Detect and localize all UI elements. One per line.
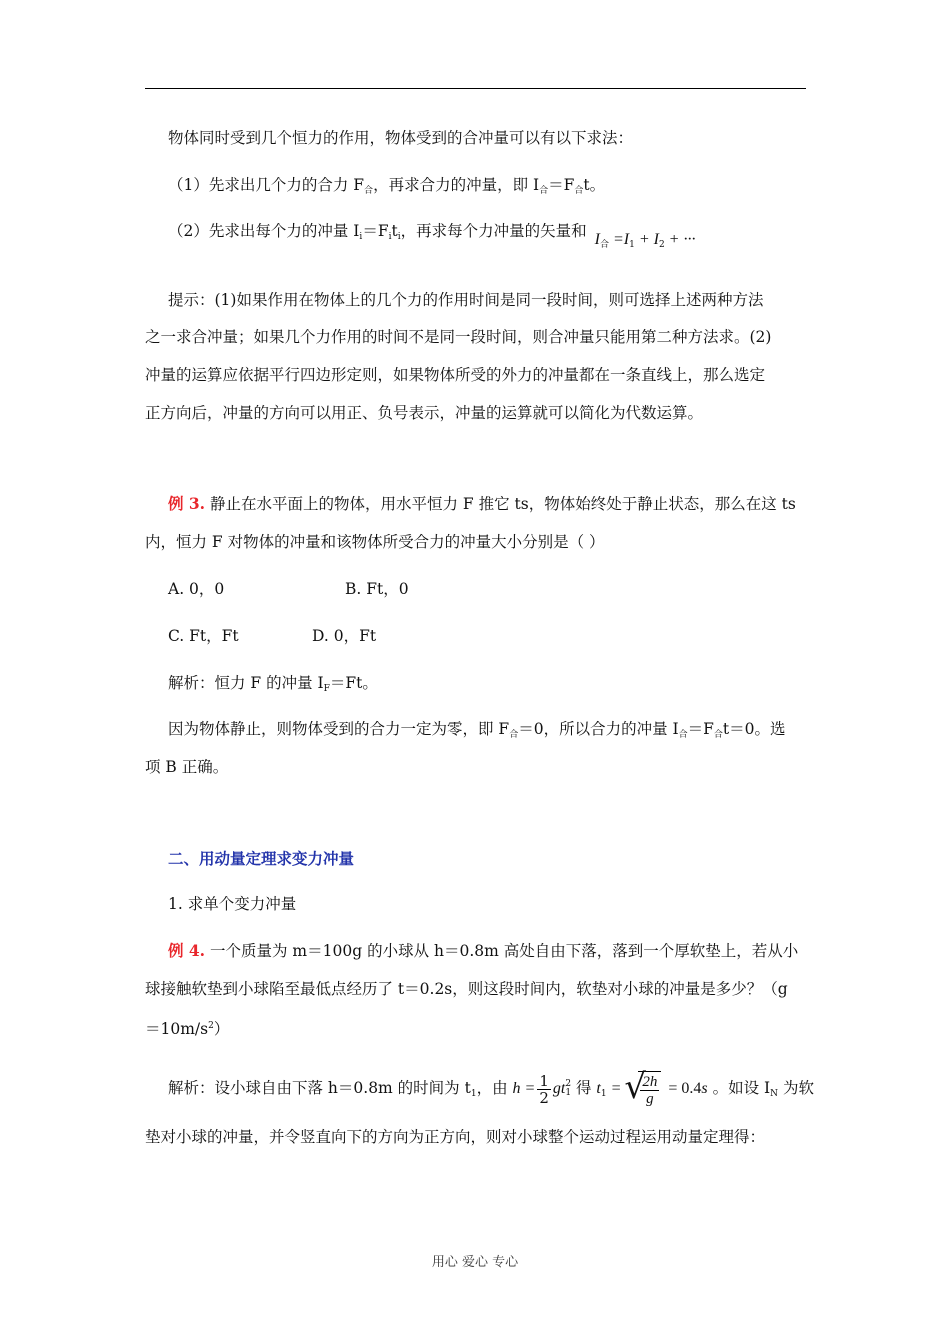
method-1: （1）先求出几个力的合力 $F_合$，再求合力的冲量，即 $I_合=F_合t$。 — [168, 176, 606, 196]
option-a: A. 0，0 — [168, 580, 225, 598]
option-c: C. Ft，Ft — [168, 627, 239, 645]
option-b: B. Ft，0 — [345, 580, 409, 598]
intro-paragraph: 物体同时受到几个恒力的作用，物体受到的合冲量可以有以下求法： — [168, 129, 634, 147]
example-3-solution-2: 因为物体静止，则物体受到的合力一定为零，即 $F_合=0$，所以合力的冲量 $I_合=F_合t=0$。选 — [168, 720, 786, 740]
example-3-line-2: 内，恒力 F 对物体的冲量和该物体所受合力的冲量大小分别是（ ） — [145, 533, 605, 551]
subsection-heading: 1. 求单个变力冲量 — [168, 895, 297, 913]
vector-sum-formula: $I_合 =I_1 + I_2$ + ··· — [594, 231, 696, 250]
example-3-label: 例 3. — [168, 494, 206, 513]
page-footer: 用心 爱心 专心 — [431, 1255, 519, 1270]
example-3-solution-3: 项 B 正确。 — [145, 758, 229, 776]
example-4-line-1: 例 4. 一个质量为 m＝100g 的小球从 h＝0.8m 高处自由下落，落到一个厚软垫上，若从小 — [168, 941, 799, 960]
example-4-line-2: 球接触软垫到小球陷至最低点经历了 t＝0.2s，则这段时间内，软垫对小球的冲量是多少？（g — [145, 980, 788, 998]
example-3-line-1: 例 3. 静止在水平面上的物体，用水平恒力 F 推它 ts，物体始终处于静止状态，那么在这 ts — [168, 494, 796, 513]
section-heading: 二、用动量定理求变力冲量 — [168, 849, 355, 868]
method-2: （2）先求出每个力的冲量 $I_i=F_it_i$，再求每个力冲量的矢量和 $I_合 =I_1 + I_2$ + ··· — [168, 222, 696, 250]
example-4-label: 例 4. — [168, 941, 206, 960]
example-4-line-3: $=10m/s^2$） — [145, 1020, 230, 1038]
hint-line-3: 冲量的运算应依据平行四边形定则，如果物体所受的外力的冲量都在一条直线上，那么选定 — [145, 366, 766, 384]
example-4-solution-2: 垫对小球的冲量，并令竖直向下的方向为正方向，则对小球整个运动过程运用动量定理得： — [145, 1128, 766, 1146]
header-rule — [145, 88, 806, 89]
example-4-solution-1: 解析：设小球自由下落 h＝0.8m 的时间为 $t_1$，由 h = $\frac{1}{2}$ gt 2 1 得 $t_1$ = √ $\frac{2h}{g}$ = 0.4s 。如设 $I_N$ 为软 — [168, 1067, 814, 1107]
hint-line-4: 正方向后，冲量的方向可以用正、负号表示，冲量的运算就可以简化为代数运算。 — [145, 404, 704, 422]
option-d: D. 0，Ft — [312, 627, 377, 645]
hint-line-1: 提示：(1)如果作用在物体上的几个力的作用时间是同一段时间，则可选择上述两种方法 — [168, 291, 764, 309]
example-3-solution-1: 解析：恒力 F 的冲量 $I_F=Ft$。 — [168, 674, 378, 694]
hint-line-2: 之一求合冲量；如果几个力作用的时间不是同一段时间，则合冲量只能用第二种方法求。(2) — [145, 328, 772, 346]
square-root: √ $\frac{2h}{g}$ — [624, 1071, 661, 1107]
fraction-one-half: $\frac{1}{2}$ — [539, 1071, 549, 1107]
